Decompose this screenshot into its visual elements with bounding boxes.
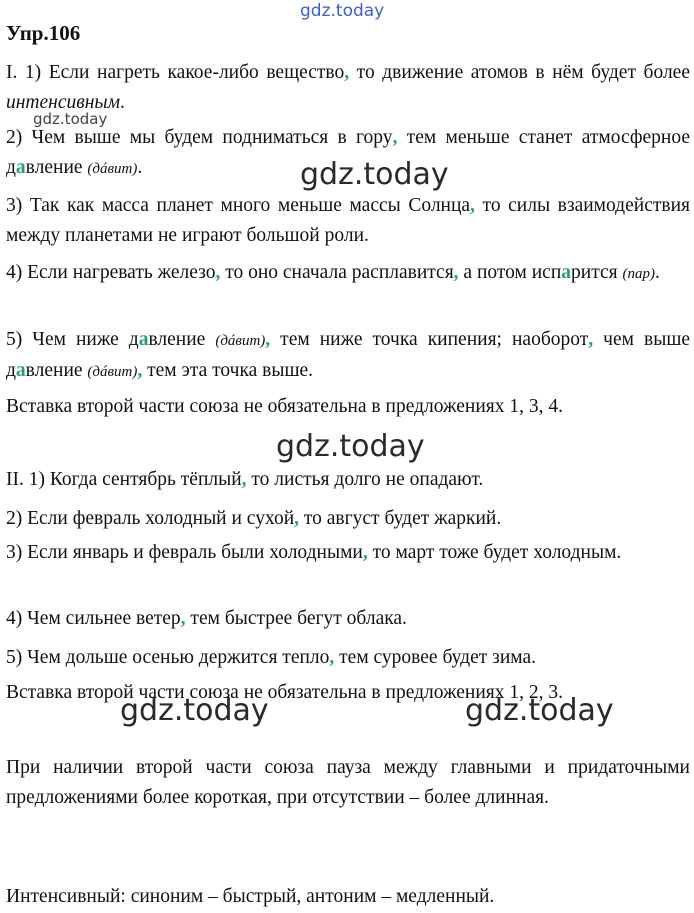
- watermark: gdz.today: [276, 429, 425, 464]
- sentence-2-1: II. 1) Когда сентябрь тёплый, то листья долго не опадают.: [6, 469, 484, 490]
- part1-summary: Вставка второй части союза не обязательна в предложениях 1, 3, 4.: [6, 396, 563, 417]
- watermark: gdz.today: [465, 693, 614, 728]
- sentence-1-3: 3) Так как масса планет много меньше массы Солнца, то силы взаимодействия между планетами не играют большой роли.: [6, 195, 690, 246]
- sentence-2-4: 4) Чем сильнее ветер, тем быстрее бегут облака.: [6, 608, 407, 629]
- sentence-2-3: 3) Если январь и февраль были холодными, то март тоже будет холодным.: [6, 542, 622, 563]
- watermark-top: gdz.today: [300, 1, 385, 21]
- sentence-2-5: 5) Чем дольше осенью держится тепло, тем суровее будет зима.: [6, 647, 537, 668]
- exercise-title: Упр.106: [6, 21, 81, 45]
- part2-summary: Вставка второй части союза не обязательна в предложениях 1, 2, 3.: [6, 682, 563, 703]
- synonym-footnote: Интенсивный: синоним – быстрый, антоним – медленный.: [6, 886, 495, 907]
- sentence-1-1: I. 1) Если нагреть какое-либо вещество, то движение атомов в нём будет более интенсивным.: [6, 62, 690, 113]
- sentence-1-5: 5) Чем ниже давление (дáвит), тем ниже точка кипения; наоборот, чем выше давление (дáвит), тем эта точка выше.: [6, 329, 690, 381]
- watermark: gdz.today: [120, 693, 269, 728]
- watermark-small: gdz.today: [33, 110, 108, 128]
- sentence-2-2: 2) Если февраль холодный и сухой, то август будет жаркий.: [6, 508, 502, 529]
- watermark: gdz.today: [300, 157, 449, 192]
- sentence-1-2: 2) Чем выше мы будем подниматься в гору, тем меньше станет атмосферное давление (дáвит).: [6, 127, 691, 178]
- conclusion-paragraph: При наличии второй части союза пауза между главными и придаточными предложениями более короткая, при отсутствии – более длинная.: [6, 757, 690, 808]
- sentence-1-4: 4) Если нагревать железо, то оно сначала расплавится, а потом испарится (пар).: [6, 262, 660, 283]
